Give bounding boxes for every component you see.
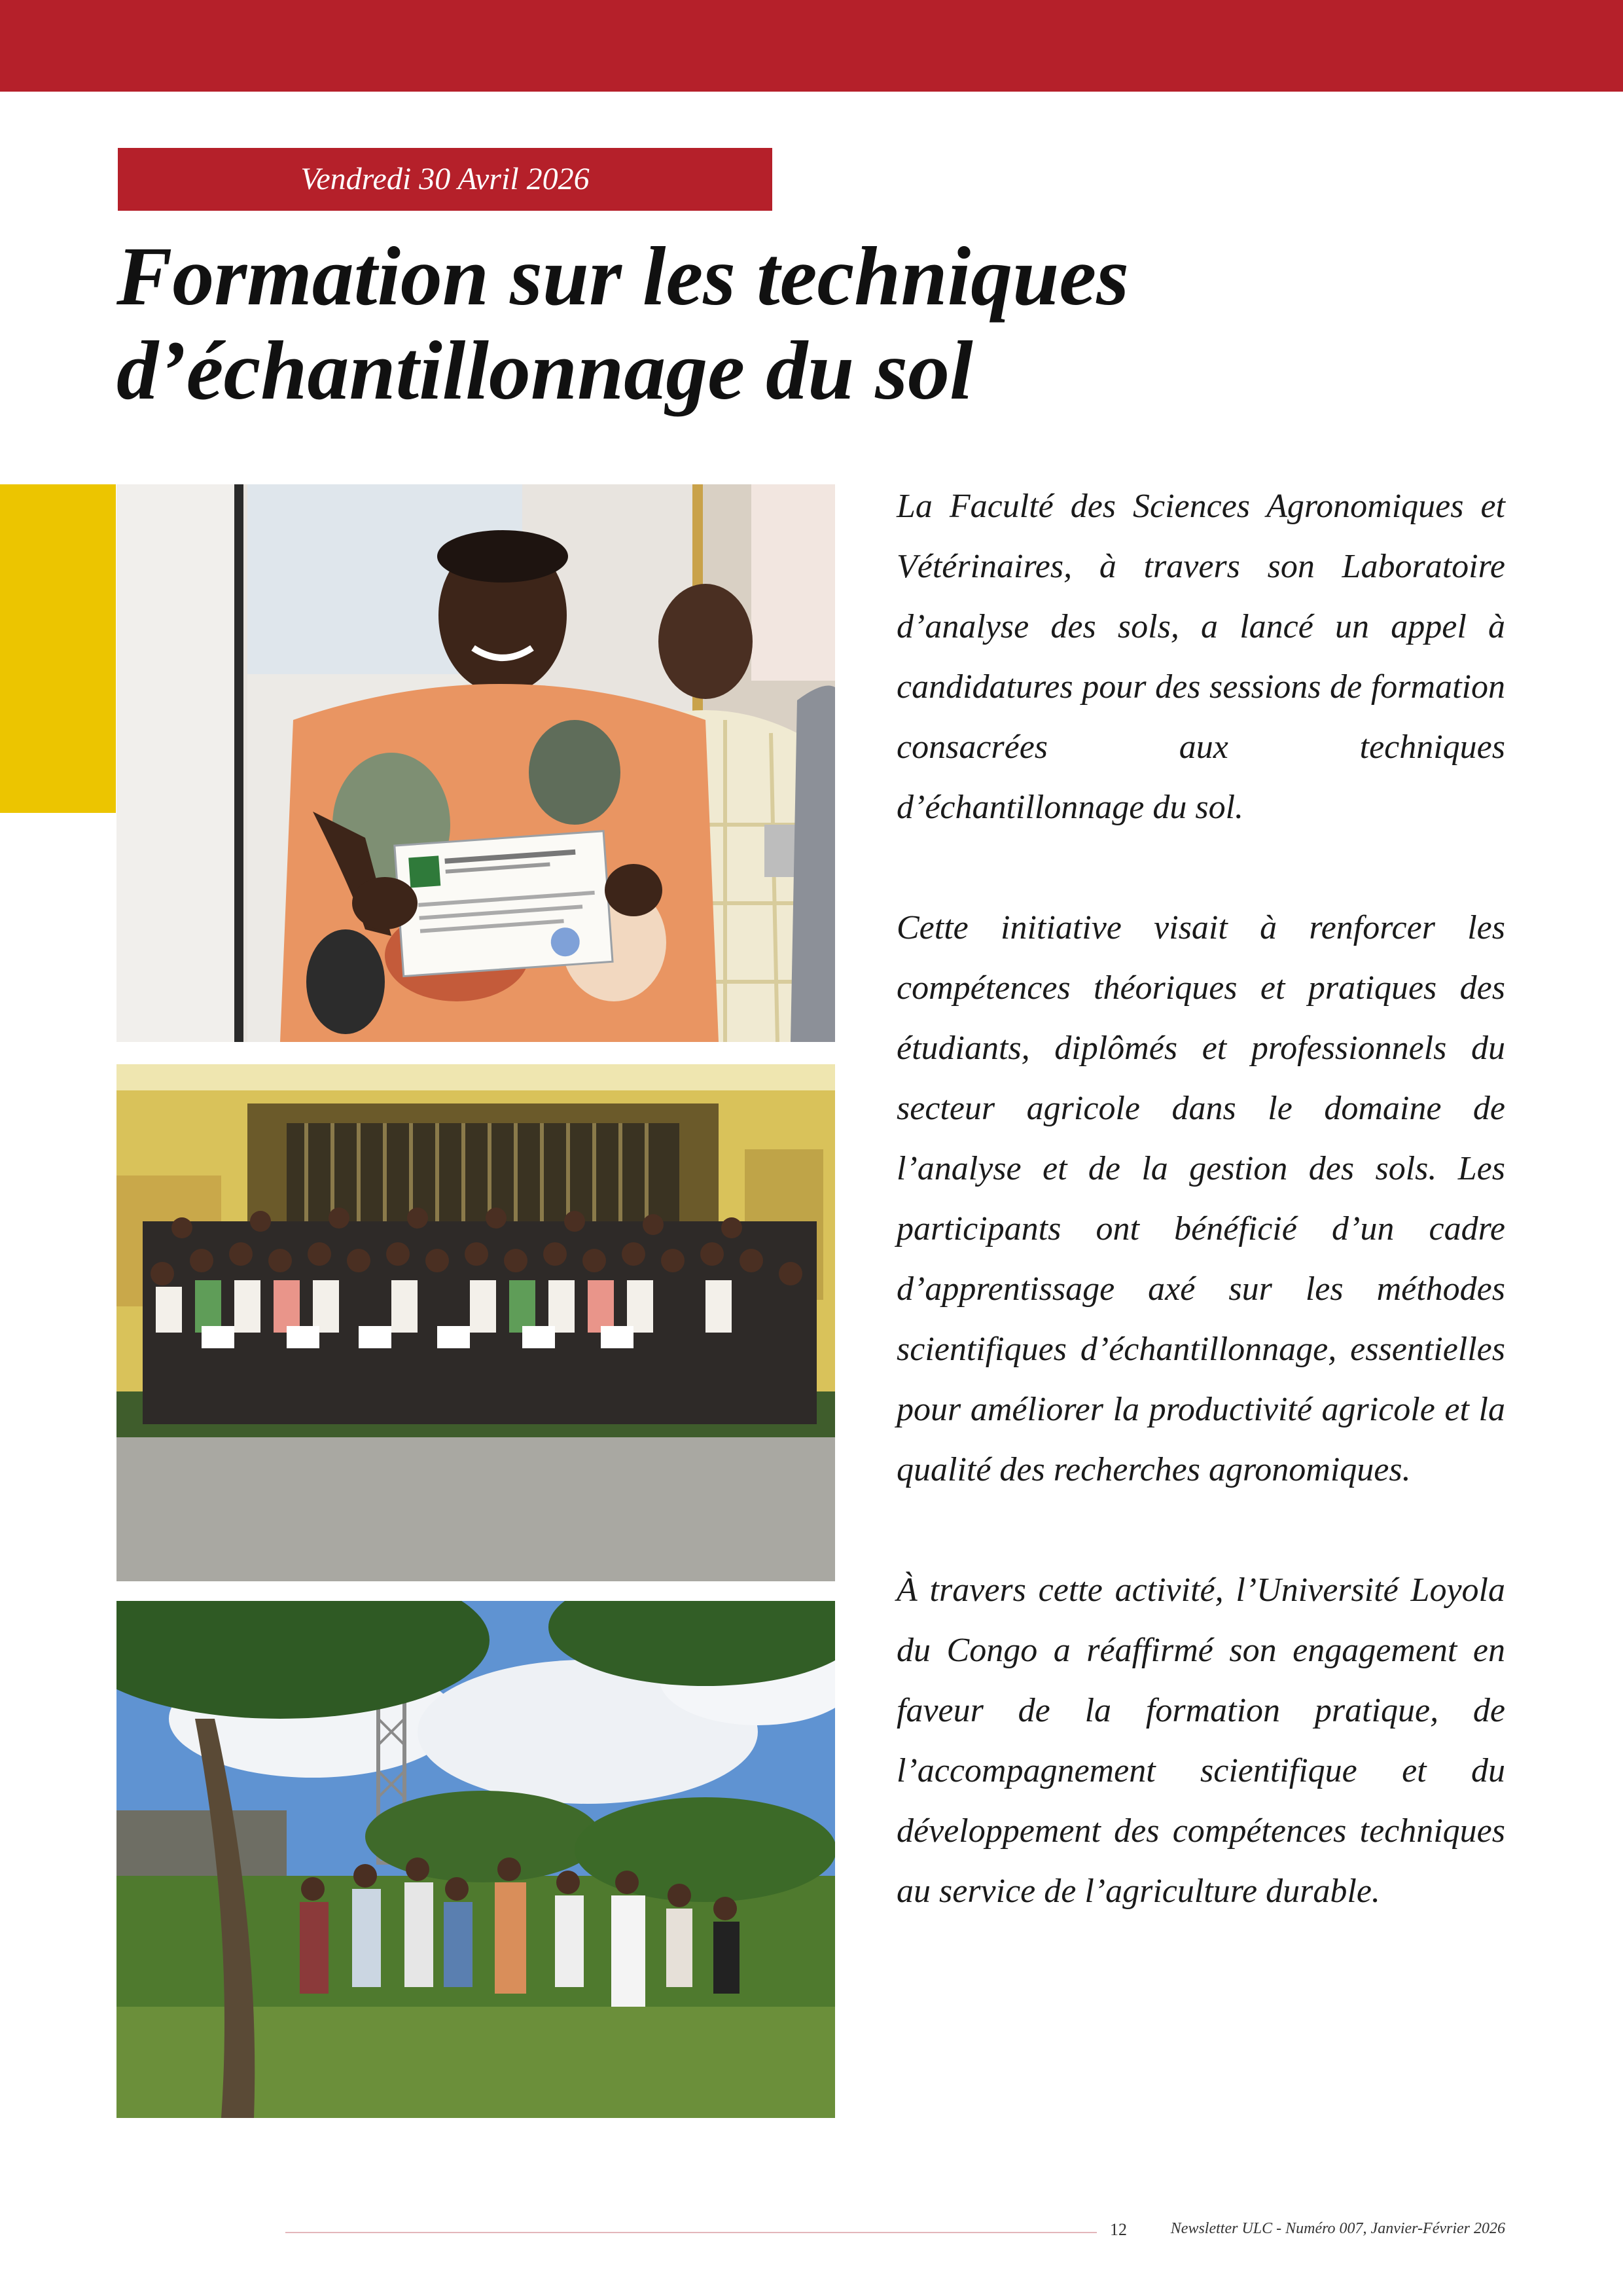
article-paragraph: La Faculté des Sciences Agronomiques et Vétérinaires, à travers son Laboratoire d’analyse des sols, a lancé un appel à candidatures pour des sessions de formation consacrées aux techniques d’échantillonnage du sol. [897,488,1505,826]
article-paragraph: Cette initiative visait à renforcer les compétences théoriques et pratiques des étudiants, diplômés et professionnels du secteur agricole dans le domaine de l’analyse et de la gestion des sols. Les participants ont bénéficié d’un cadre d’apprentissage axé sur les méthodes scientifiques d’échantillonnage, essentielles pour améliorer la productivité agricole et la qualité des recherches agronomiques. [897,909,1505,1488]
date-banner: Vendredi 30 Avril 2026 [118,148,772,211]
side-accent-block [0,484,116,813]
article-headline [116,229,1360,418]
page-number: 12 [1110,2220,1127,2239]
article-body [897,476,1505,1982]
top-color-band [0,0,1623,92]
photo-certificate-presentation [116,484,835,1042]
photo-group-participants [116,1064,835,1581]
footer-publication: Newsletter ULC - Numéro 007, Janvier-Février 2026 [1170,2220,1505,2237]
article-paragraph: À travers cette activité, l’Université Loyola du Congo a réaffirmé son engagement en faveur de la formation pratique, de l’accompagnement scientifique et du développement des compétences techniques au service de l’agriculture durable. [897,1571,1505,1910]
headline-line-1: Formation sur les techniques [116,230,1129,323]
photo-field-session [116,1601,835,2118]
footer-divider [285,2232,1097,2233]
headline-line-2: d’échantillonnage du sol [116,324,973,417]
